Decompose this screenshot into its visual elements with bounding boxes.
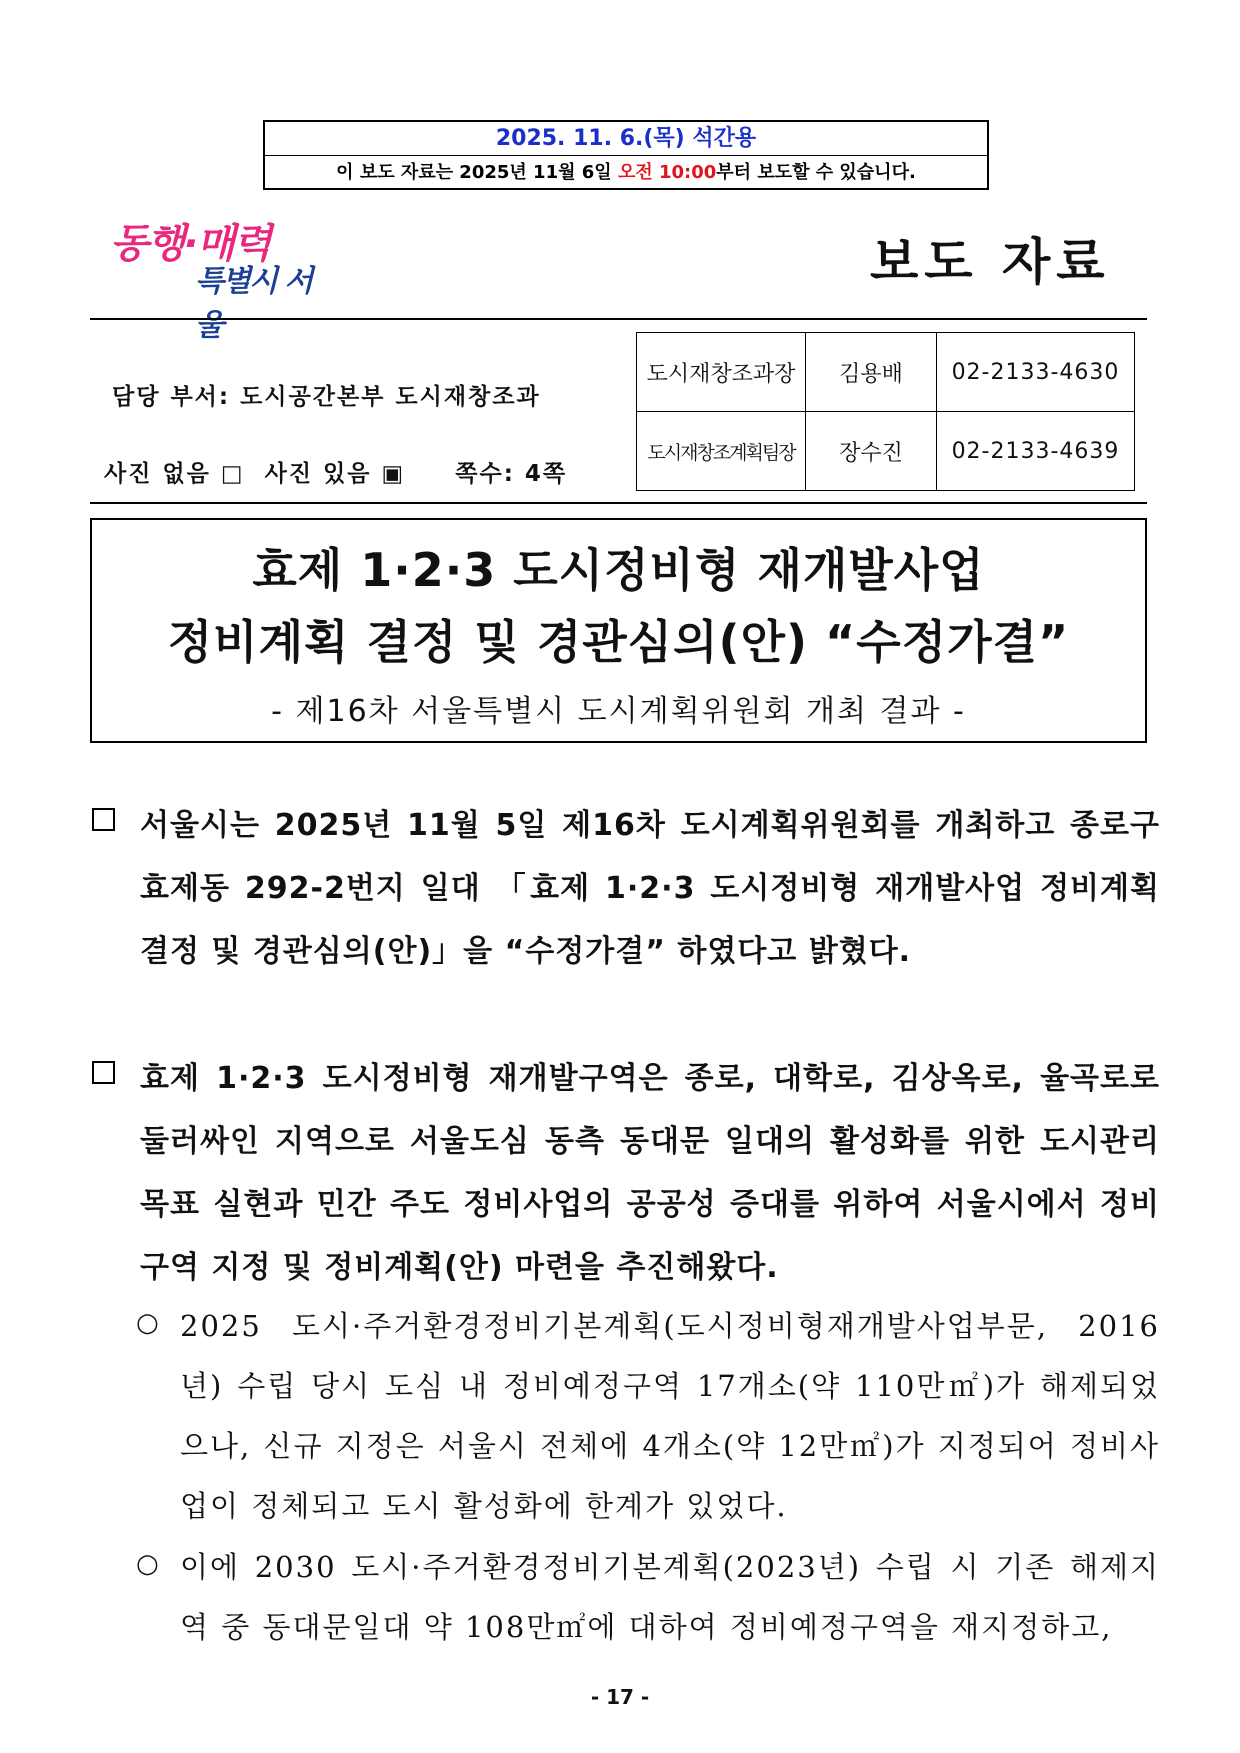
circle-bullet-icon: ○ [136,1549,159,1579]
contact-phone: 02-2133-4630 [937,333,1135,412]
logo-line1: 동행·매력 [110,221,270,267]
photo-page-info: 사진 없음 □ 사진 있음 ▣ 쪽수: 4쪽 [104,461,568,487]
paragraph-text: 서울시는 2025년 11월 5일 제16차 도시계획위원회를 개최하고 종로구 효제동 292-2번지 일대 「효제 1·2·3 도시정비형 재개발사업 정비계획 결정 및 경관심의(안)」을 “수정가결” 하였다고 밝혔다. [140,808,1160,969]
checkbox-bullet-icon [92,1061,115,1084]
embargo-box [263,120,989,190]
contact-name: 장수진 [806,412,937,491]
headline-box [90,518,1147,743]
contact-name: 김용배 [806,333,937,412]
checkbox-bullet-icon [92,808,115,831]
embargo-notice-pre: 이 보도 자료는 2025년 11월 6일 [336,162,618,183]
logo-line2: 특별시 서울 [195,264,312,343]
embargo-date: 2025. 11. 6.(목) 석간용 [265,122,987,156]
headline-subtitle: - 제16차 서울특별시 도시계획위원회 개최 결과 - [271,694,966,729]
contact-row [637,333,1135,412]
embargo-notice-post: 부터 보도할 수 있습니다. [716,162,916,183]
press-release-title: 보도 자료 [870,233,1111,291]
seoul-logo [110,212,330,343]
contact-role: 도시재창조계획팀장 [637,412,806,491]
contact-phone: 02-2133-4639 [937,412,1135,491]
embargo-notice-time: 오전 10:00 [617,162,717,183]
headline-line1: 효제 1·2·3 도시정비형 재개발사업 [252,543,985,597]
page-number: - 17 - [590,1685,650,1709]
sub-item-text: 이에 2030 도시·주거환경정비기본계획(2023년) 수립 시 기존 해제지역 중 동대문일대 약 108만㎡에 대하여 정비예정구역을 재지정하고, [180,1550,1160,1644]
embargo-notice [265,156,987,189]
divider-bottom [90,502,1147,504]
contact-row [637,412,1135,491]
paragraph-text: 효제 1·2·3 도시정비형 재개발구역은 종로, 대학로, 김상옥로, 율곡로로 둘러싸인 지역으로 서울도심 동측 동대문 일대의 활성화를 위한 도시관리 목표 실현과 민간 주도 정비사업의 공공성 증대를 위하여 서울시에서 정비구역 지정 및 정비계획(안) 마련을 추진해왔다. [140,1061,1160,1285]
contact-table [636,332,1135,491]
divider-top [90,318,1147,320]
headline-line2: 정비계획 결정 및 경관심의(안) “수정가결” [167,615,1070,669]
department: 담당 부서: 도시공간본부 도시재창조과 [112,384,541,410]
sub-item-text: 2025 도시·주거환경정비기본계획(도시정비형재개발사업부문, 2016년) 수립 당시 도심 내 정비예정구역 17개소(약 110만㎡)가 해제되었으나, 신규 지정은 서울시 전체에 4개소(약 12만㎡)가 지정되어 정비사업이 정체되고 도시 활성화에 한계가 있었다. [180,1309,1160,1523]
contact-role: 도시재창조과장 [637,333,806,412]
circle-bullet-icon: ○ [136,1308,159,1338]
